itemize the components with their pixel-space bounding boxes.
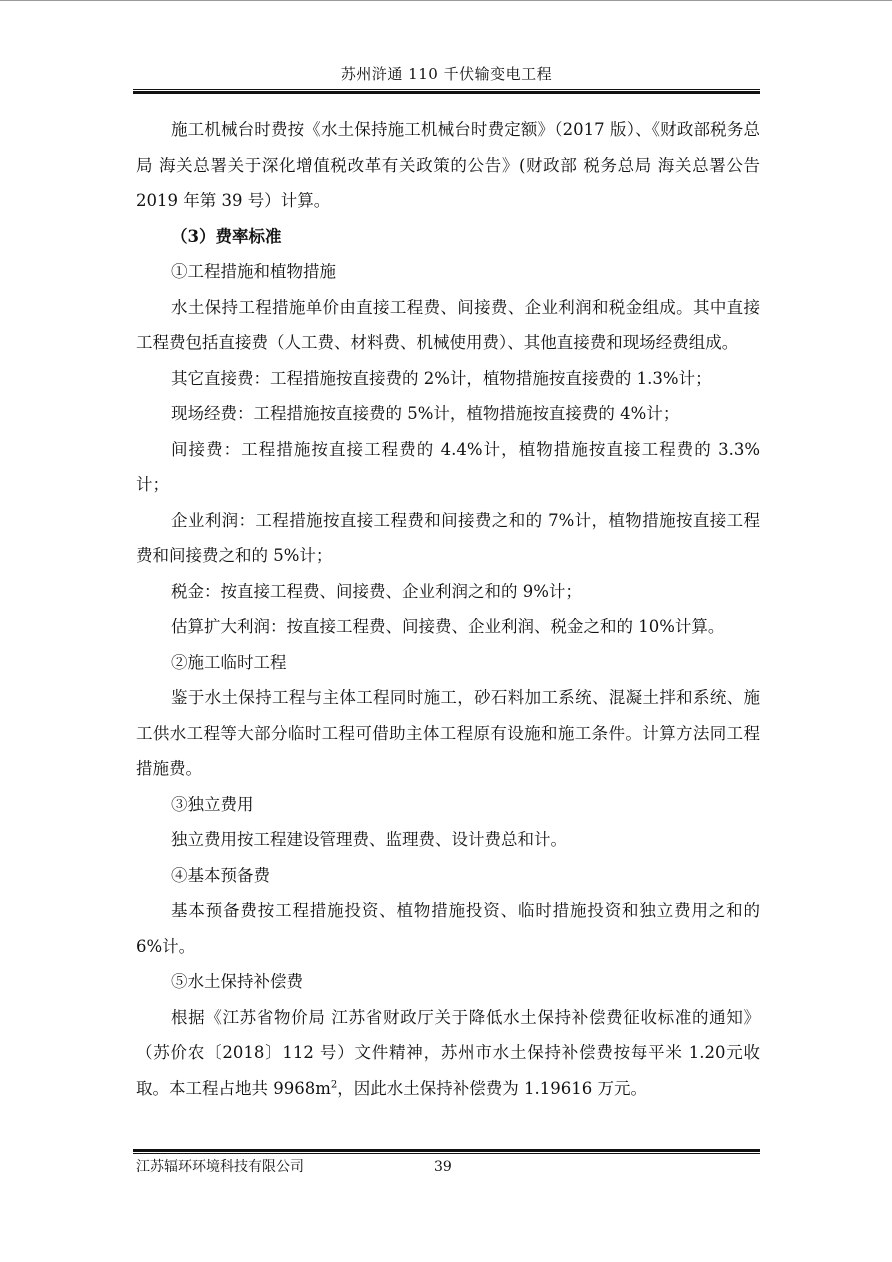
running-header-title: 苏州浒通 110 千伏输变电工程 [340, 65, 553, 83]
subheading-basic-reserve: ④基本预备费 [171, 865, 270, 885]
paragraph-basic-reserve: 基本预备费按工程措施投资、植物措施投资、临时措施投资和独立费用之和的 6%计。 [136, 901, 760, 956]
header-rule-thin [133, 89, 760, 90]
footer-company-name: 江苏辐环环境科技有限公司 [136, 1159, 304, 1175]
page-top-edge [0, 0, 892, 1]
paragraph-indirect-fees: 间接费：工程措施按直接工程费的 4.4%计，植物措施按直接工程费的 3.3%计； [136, 439, 760, 494]
compensation-text-main: 根据《江苏省物价局 江苏省财政厅关于降低水土保持补偿费征收标准的通知》（苏价农〔2018〕112 号）文件精神，苏州市水土保持补偿费按每平米 1.20元收取。本工程占地共 9968m [136, 1007, 760, 1098]
footer-rule-thin [133, 1153, 760, 1154]
paragraph-expanded-profit: 估算扩大利润：按直接工程费、间接费、企业利润、税金之和的 10%计算。 [171, 617, 725, 636]
compensation-text-tail: ，因此水土保持补偿费为 1.19616 万元。 [337, 1078, 647, 1098]
subheading-temporary-works: ②施工临时工程 [171, 652, 287, 672]
paragraph-tax: 税金：按直接工程费、间接费、企业利润之和的 9%计； [171, 581, 582, 601]
paragraph-site-fees: 现场经费：工程措施按直接费的 5%计，植物措施按直接费的 4%计； [171, 404, 680, 423]
paragraph-unit-price-composition: 水土保持工程措施单价由直接工程费、间接费、企业利润和税金组成。其中直接工程费包括直接费（人工费、材料费、机械使用费）、其他直接费和现场经费组成。 [136, 297, 760, 352]
paragraph-other-direct-fees: 其它直接费：工程措施按直接费的 2%计，植物措施按直接费的 1.3%计； [171, 368, 712, 388]
paragraph-independent-fees: 独立费用按工程建设管理费、监理费、设计费总和计。 [171, 830, 567, 849]
subheading-compensation-fee: ⑤水土保持补偿费 [171, 972, 303, 991]
section-heading-rates: （3）费率标准 [171, 226, 282, 246]
paragraph-temporary-works: 鉴于水土保持工程与主体工程同时施工，砂石料加工系统、混凝土拌和系统、施工供水工程等大部分临时工程可借助主体工程原有设施和施工条件。计算方法同工程措施费。 [136, 688, 760, 778]
footer-rule-thick [133, 1149, 760, 1152]
paragraph-machinery-fees: 施工机械台时费按《水土保持施工机械台时费定额》（2017 版）、《财政部税务总局 海关总署关于深化增值税改革有关政策的公告》(财政部 税务总局 海关总署公告 2019 年第 39 号）计算。 [136, 120, 760, 210]
paragraph-enterprise-profit: 企业利润：工程措施按直接工程费和间接费之和的 7%计，植物措施按直接工程费和间接费之和的 5%计； [136, 510, 760, 565]
paragraph-compensation-fee [136, 1000, 760, 1107]
area-unit-superscript: 2 [330, 1079, 338, 1090]
page-body [136, 112, 760, 1106]
header-rule-thick [133, 91, 760, 94]
page-number: 39 [434, 1159, 452, 1175]
subheading-independent-fees: ③独立费用 [171, 794, 254, 814]
subheading-engineering-plant-measures: ①工程措施和植物措施 [171, 262, 336, 281]
